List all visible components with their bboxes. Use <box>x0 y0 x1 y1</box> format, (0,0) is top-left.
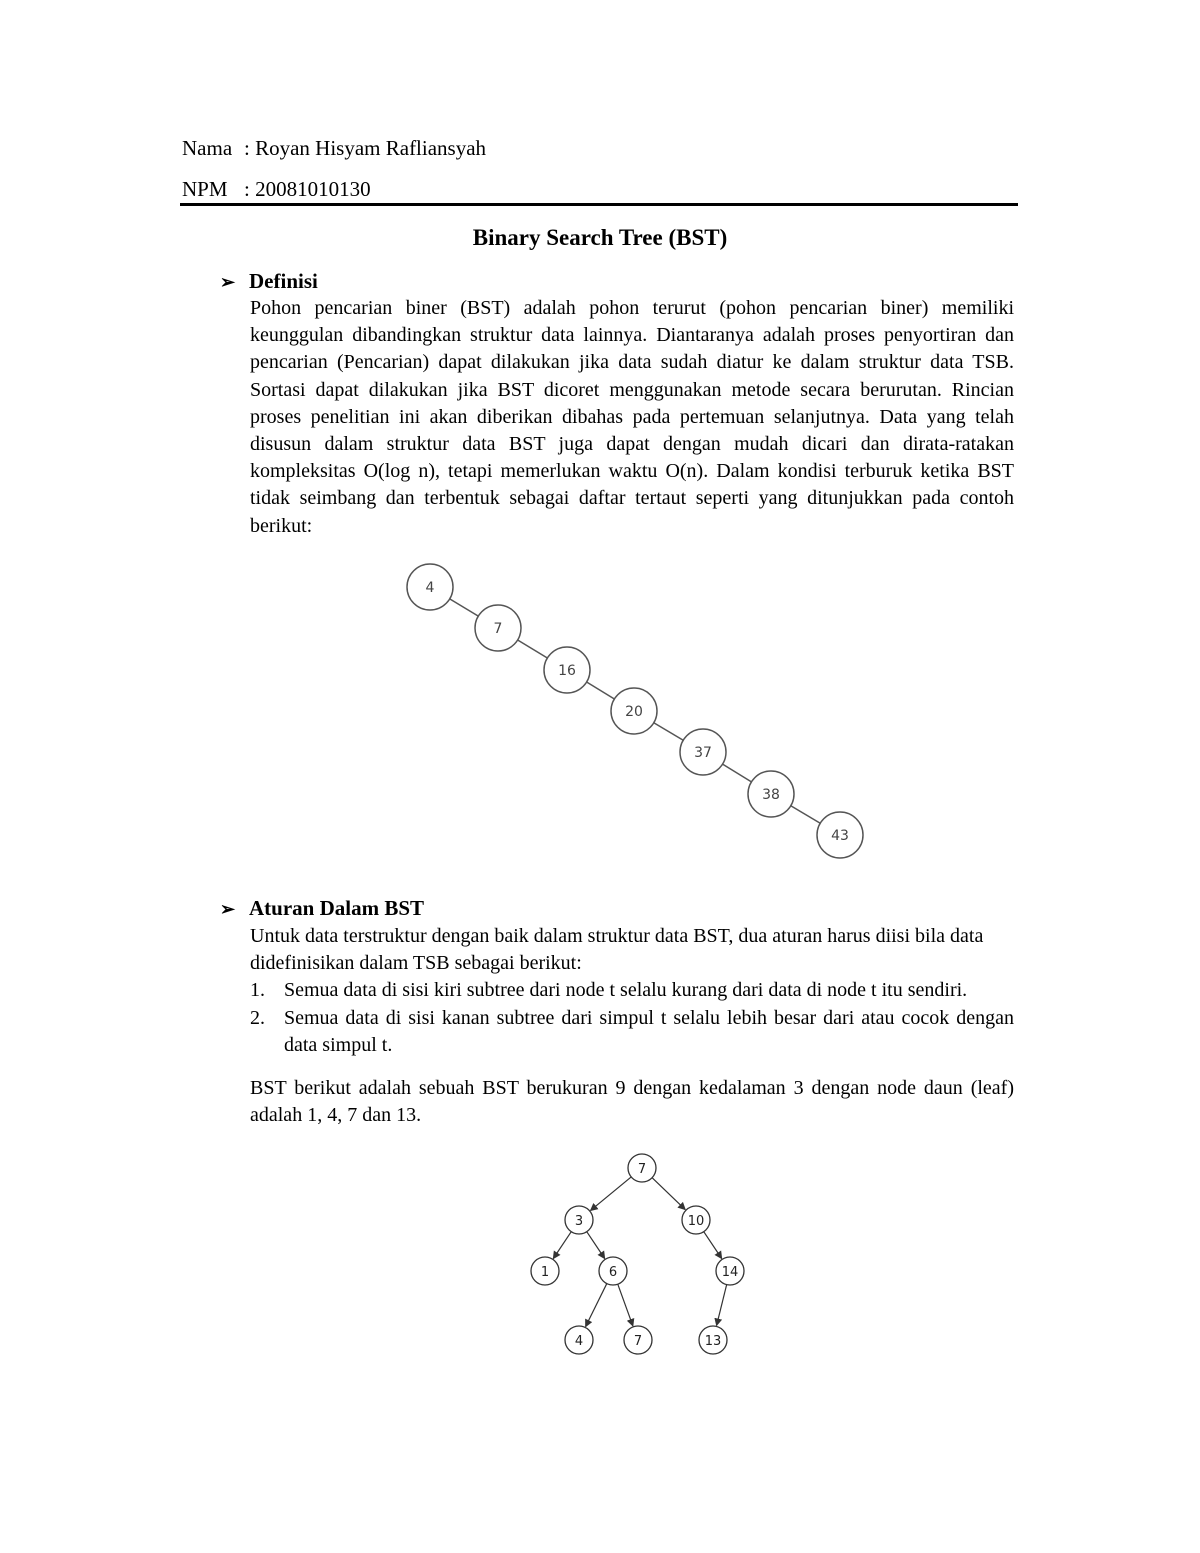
tree-node-label: 6 <box>608 1265 618 1280</box>
tree-node-label: 7 <box>637 1162 647 1177</box>
tree-edge-arrow <box>618 1284 633 1326</box>
tree-node-label: 7 <box>633 1334 643 1349</box>
tree-node-label: 16 <box>558 663 576 679</box>
aturan-paragraph: Untuk data terstruktur dengan baik dalam struktur data BST, dua aturan harus diisi bila data didefinisikan dalam TSB sebagai berikut: <box>250 925 984 975</box>
closing-paragraph: BST berikut adalah sebuah BST berukuran 9 dengan kedalaman 3 dengan node daun (leaf) adalah 1, 4, 7 dan 13. <box>250 1077 1014 1127</box>
tree-edge-arrow <box>587 1232 605 1259</box>
tree-node-label: 37 <box>694 745 712 761</box>
tree-node-label: 10 <box>687 1214 705 1229</box>
tree-node-label: 14 <box>721 1265 739 1280</box>
section-title: Definisi <box>249 269 318 293</box>
tree-node-label: 43 <box>831 828 849 844</box>
tree-node-label: 3 <box>574 1214 584 1229</box>
tree-node-label: 38 <box>762 787 780 803</box>
tree-edge-arrow <box>586 1284 607 1327</box>
name-value: : Royan Hisyam Rafliansyah <box>244 136 487 160</box>
tree-edge-arrow <box>717 1285 727 1326</box>
tree-node-label: 4 <box>574 1334 584 1349</box>
section-title: Aturan Dalam BST <box>249 896 425 920</box>
definisi-paragraph: Pohon pencarian biner (BST) adalah pohon terurut (pohon pencarian biner) memiliki keunggulan dibandingkan struktur data lainnya. Diantaranya adalah proses penyortiran dan pencarian (Pencarian) dapat dilakukan jika data sudah diatur ke dalam struktur data TSB. Sortasi dapat dilakukan jika BST dicoret menggunakan metode secara berurutan. Rincian proses penelitian ini akan diberikan dibahas pada pertemuan selanjutnya. Data yang telah disusun dalam struktur data BST juga dapat dengan mudah dicari dan dirata-ratakan kompleksitas O(log n), tetapi memerlukan waktu O(n). Dalam kondisi terburuk ketika BST tidak seimbang dan terbentuk sebagai daftar tertaut seperti yang ditunjukkan pada contoh berikut: <box>250 297 1014 537</box>
npm-value: : 20081010130 <box>244 177 371 201</box>
list-text: Semua data di sisi kiri subtree dari node t selalu kurang dari data di node t itu sendiri. <box>284 979 968 1001</box>
list-text: Semua data di sisi kanan subtree dari simpul t selalu lebih besar dari atau cocok dengan data simpul t. <box>284 1007 1014 1057</box>
tree-node-label: 20 <box>625 704 643 720</box>
arrow-bullet-icon: ➢ <box>220 272 236 292</box>
arrow-bullet-icon: ➢ <box>220 899 236 919</box>
list-number: 1. <box>250 979 265 1001</box>
tree-node-label: 13 <box>704 1334 722 1349</box>
tree-edge-arrow <box>553 1232 571 1259</box>
name-label: Nama <box>182 136 233 160</box>
tree-node-label: 4 <box>425 580 435 596</box>
tree-edge-arrow <box>704 1232 722 1259</box>
tree-edge-arrow <box>591 1177 632 1211</box>
document-title: Binary Search Tree (BST) <box>472 225 728 250</box>
list-number: 2. <box>250 1007 265 1029</box>
tree-node-label: 7 <box>493 621 503 637</box>
tree-node-label: 1 <box>540 1265 550 1280</box>
tree-edge-arrow <box>652 1178 685 1210</box>
npm-label: NPM <box>182 177 228 201</box>
